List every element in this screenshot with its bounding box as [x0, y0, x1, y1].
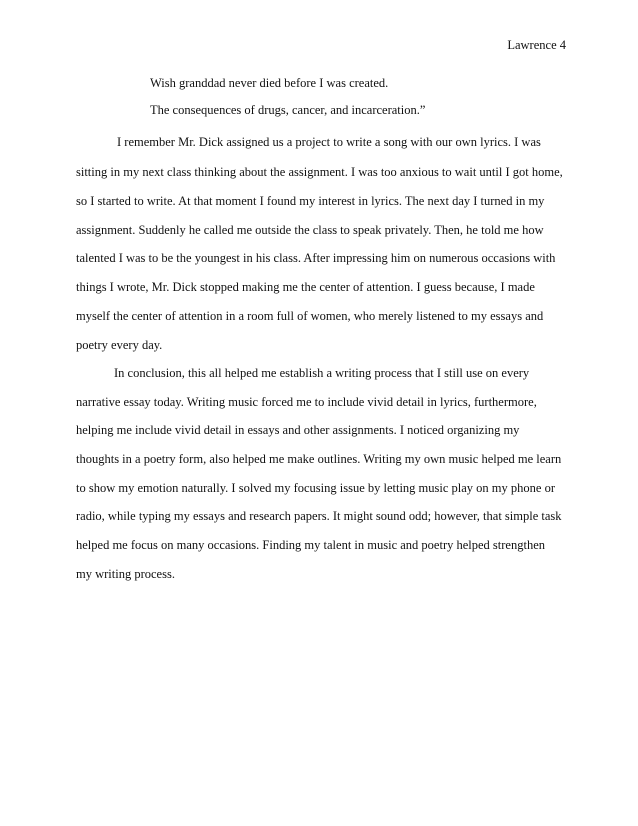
paragraph-line: In conclusion, this all helped me establish a writing process that I still use on every: [114, 366, 530, 380]
paragraph-line: radio, while typing my essays and research papers. It might sound odd; however, that simple task: [76, 509, 562, 523]
paragraph-line: I remember Mr. Dick assigned us a project to write a song with our own lyrics. I was: [117, 135, 541, 149]
paragraph-line: sitting in my next class thinking about the assignment. I was too anxious to wait until I got home,: [76, 165, 563, 179]
paragraph-line: talented I was to be the youngest in his class. After impressing him on numerous occasions with: [76, 251, 556, 265]
paragraph-line: poetry every day.: [76, 338, 163, 352]
paragraph-line: to show my emotion naturally. I solved my focusing issue by letting music play on my phone or: [76, 481, 555, 495]
quote-line: Wish granddad never died before I was created.: [150, 76, 389, 90]
paragraph-line: helped me focus on many occasions. Finding my talent in music and poetry helped strengthen: [76, 538, 545, 552]
paragraph-line: helping me include vivid detail in essays and other assignments. I noticed organizing my: [76, 423, 520, 437]
paragraph-line: narrative essay today. Writing music forced me to include vivid detail in lyrics, furthermore,: [76, 395, 537, 409]
paragraph-line: my writing process.: [76, 567, 175, 581]
running-head: Lawrence 4: [507, 38, 566, 52]
quote-line: The consequences of drugs, cancer, and incarceration.”: [150, 103, 426, 117]
paragraph-line: so I started to write. At that moment I found my interest in lyrics. The next day I turned in my: [76, 194, 545, 208]
paragraph-line: assignment. Suddenly he called me outside the class to speak privately. Then, he told me how: [76, 223, 544, 237]
paragraph-line: things I wrote, Mr. Dick stopped making me the center of attention. I guess because, I made: [76, 280, 535, 294]
paragraph-line: thoughts in a poetry form, also helped me make outlines. Writing my own music helped me learn: [76, 452, 562, 466]
paragraph-line: myself the center of attention in a room full of women, who merely listened to my essays and: [76, 309, 544, 323]
